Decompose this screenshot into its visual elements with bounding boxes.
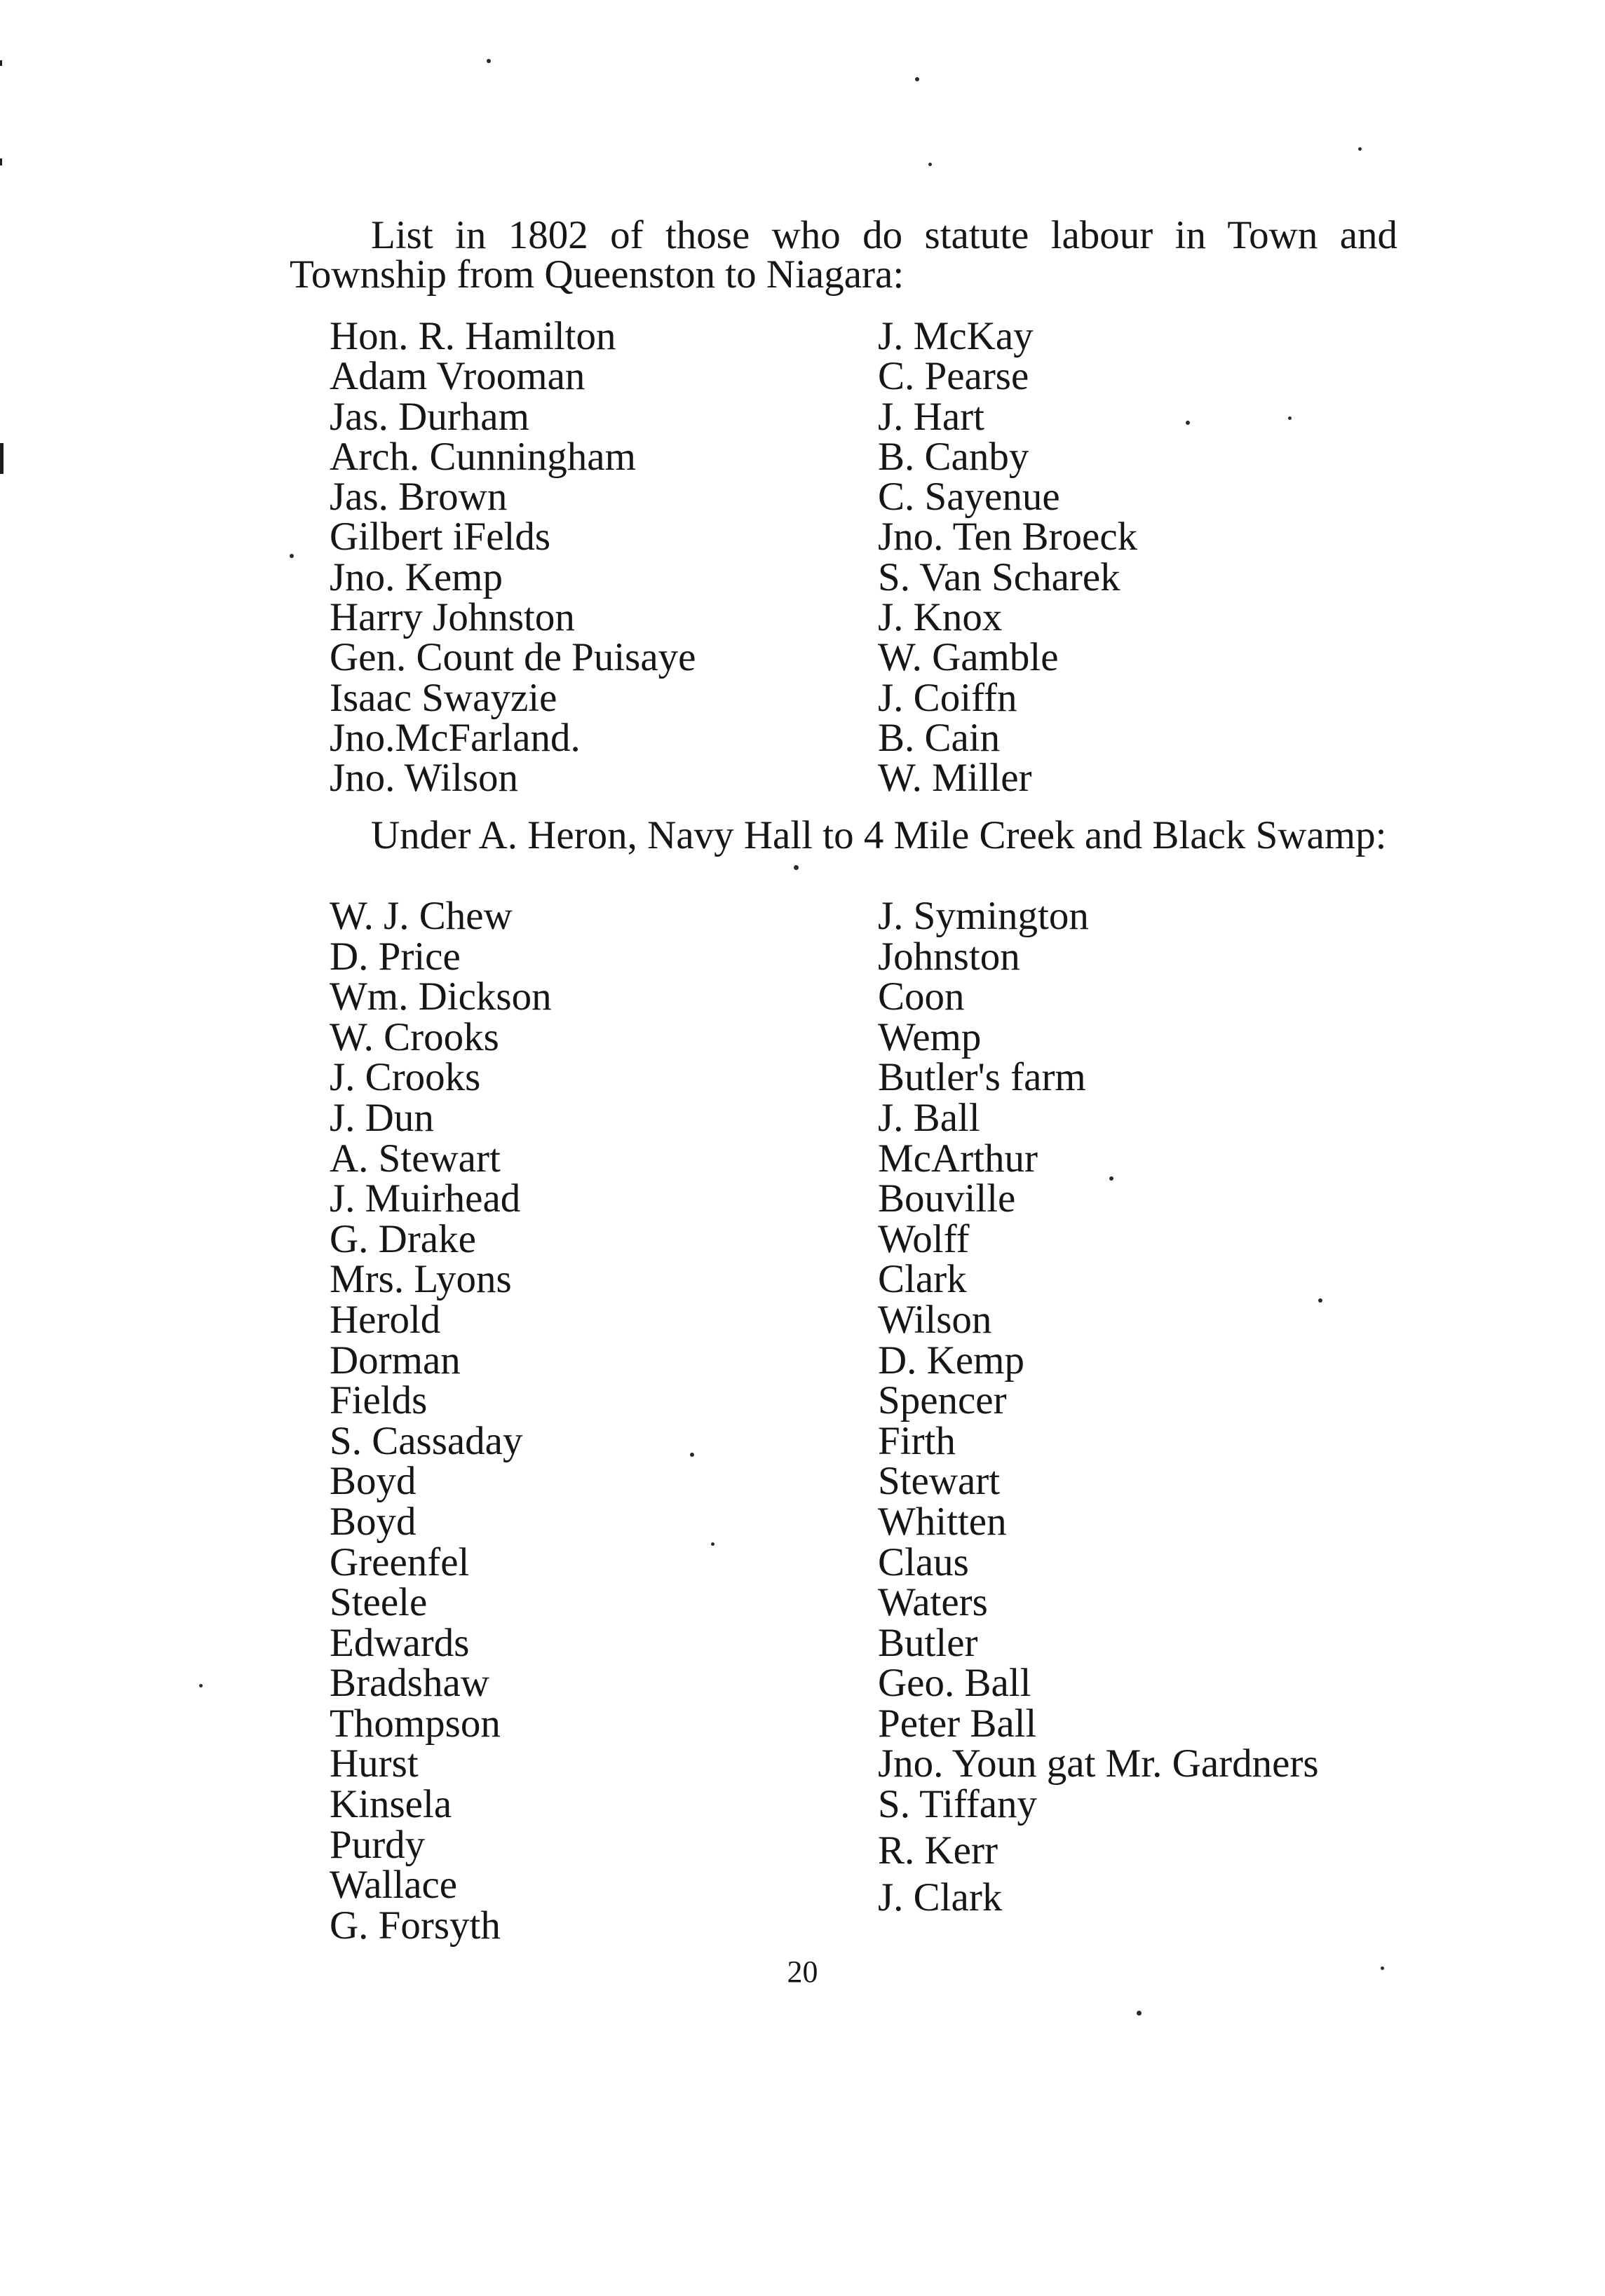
list-item: Jno. Youn gat Mr. Gardners (878, 1741, 1319, 1786)
list-item: Jno.McFarland. (330, 715, 581, 760)
list-item: Wolff (878, 1216, 970, 1261)
list-item: Gen. Count de Puisaye (330, 635, 696, 680)
scan-speck (690, 1453, 694, 1457)
scan-speck (915, 77, 919, 81)
list-item: Whitten (878, 1499, 1007, 1544)
list-item: W. Crooks (330, 1014, 499, 1059)
list-item: J. Symington (878, 894, 1089, 938)
list-item: S. Cassaday (330, 1418, 523, 1463)
list-item: J. Hart (878, 394, 984, 439)
list-item: B. Canby (878, 434, 1029, 479)
section1-right-names (878, 316, 1137, 799)
list-item: Wilson (878, 1297, 992, 1342)
list-item: Coon (878, 974, 965, 1019)
scan-speck (1318, 1298, 1322, 1303)
scan-speck (290, 554, 294, 558)
list-item: Fields (330, 1378, 428, 1423)
list-item: Mrs. Lyons (330, 1257, 512, 1302)
list-item: Greenfel (330, 1540, 470, 1584)
section2-right-names (878, 896, 1319, 1918)
list-item: Bouville (878, 1176, 1016, 1221)
list-item: Claus (878, 1540, 969, 1584)
list-item: Jas. Durham (330, 394, 529, 439)
list-item: Isaac Swayzie (330, 675, 557, 720)
list-item: Hon. R. Hamilton (330, 314, 616, 358)
list-item: Bradshaw (330, 1661, 489, 1706)
scan-speck (794, 865, 799, 870)
list-item: Butler's farm (878, 1055, 1086, 1100)
list-item: Harry Johnston (330, 595, 575, 640)
list-item: Johnston (878, 934, 1020, 979)
scan-edge-mark (0, 158, 2, 165)
section1-intro: List in 1802 of those who do statute labour in Town and Township from Queenston to Niagara: (290, 213, 1397, 297)
scan-edge-mark (0, 443, 4, 474)
list-item: Geo. Ball (878, 1661, 1031, 1706)
list-item: Dorman (330, 1338, 461, 1383)
list-item: Jno. Ten Broeck (878, 515, 1138, 559)
list-item: Stewart (878, 1459, 1001, 1504)
list-item: Purdy (330, 1822, 426, 1867)
list-item: Clark (878, 1257, 967, 1302)
list-item: Hurst (330, 1741, 419, 1786)
list-item: D. Price (330, 934, 461, 979)
list-item: G. Forsyth (330, 1903, 501, 1948)
list-item: Peter Ball (878, 1701, 1037, 1746)
list-item: Jno. Wilson (330, 756, 519, 801)
list-item: S. Van Scharek (878, 555, 1120, 599)
list-item: Butler (878, 1620, 978, 1665)
list-item: Arch. Cunningham (330, 434, 636, 479)
list-item: Edwards (330, 1620, 470, 1665)
list-item: B. Cain (878, 715, 1001, 760)
list-item: J. Ball (878, 1095, 980, 1140)
section2-left-names (330, 894, 552, 1948)
list-item: A. Stewart (330, 1136, 501, 1181)
scan-speck (1137, 2011, 1142, 2016)
list-item: Wallace (330, 1863, 458, 1908)
list-item: Steele (330, 1580, 428, 1625)
scan-speck (487, 59, 491, 63)
scan-speck (1358, 147, 1362, 151)
scan-edge-mark (0, 60, 2, 66)
page-number: 20 (787, 1955, 818, 1989)
list-item: Waters (878, 1580, 988, 1625)
list-item: C. Sayenue (878, 475, 1060, 519)
list-item: S. Tiffany (878, 1782, 1038, 1827)
list-item: Kinsela (330, 1782, 452, 1827)
list-item: J. Coiffn (878, 675, 1017, 720)
scan-speck (199, 1684, 203, 1687)
scan-speck (1186, 421, 1190, 425)
list-item: J. Dun (330, 1095, 434, 1140)
scan-speck (1288, 416, 1292, 420)
list-item: R. Kerr (878, 1828, 998, 1873)
list-item: Spencer (878, 1378, 1007, 1423)
list-item: W. J. Chew (330, 894, 513, 938)
list-item: C. Pearse (878, 354, 1029, 399)
list-item: G. Drake (330, 1216, 476, 1261)
list-item: Jas. Brown (330, 475, 508, 519)
list-item: J. Crooks (330, 1055, 481, 1100)
section1-left-names (330, 316, 696, 799)
list-item: Firth (878, 1418, 956, 1463)
list-item: W. Gamble (878, 635, 1059, 680)
list-item: J. Muirhead (330, 1176, 521, 1221)
list-item: Wemp (878, 1014, 982, 1059)
list-item: McArthur (878, 1136, 1038, 1181)
list-item: W. Miller (878, 756, 1032, 801)
list-item: Gilbert iFelds (330, 515, 551, 559)
list-item: Boyd (330, 1459, 417, 1504)
list-item: J. Knox (878, 595, 1003, 640)
list-item: J. Clark (878, 1875, 1003, 1920)
list-item: Adam Vrooman (330, 354, 585, 399)
list-item: Wm. Dickson (330, 974, 552, 1019)
scan-speck (711, 1542, 715, 1546)
list-item: Boyd (330, 1499, 417, 1544)
list-item: Thompson (330, 1701, 501, 1746)
section2-intro: Under A. Heron, Navy Hall to 4 Mile Creek and Black Swamp: (371, 813, 1387, 857)
list-item: Herold (330, 1297, 441, 1342)
list-item: Jno. Kemp (330, 555, 503, 599)
list-item: D. Kemp (878, 1338, 1024, 1383)
list-item: J. McKay (878, 314, 1034, 358)
scan-speck (928, 163, 932, 166)
